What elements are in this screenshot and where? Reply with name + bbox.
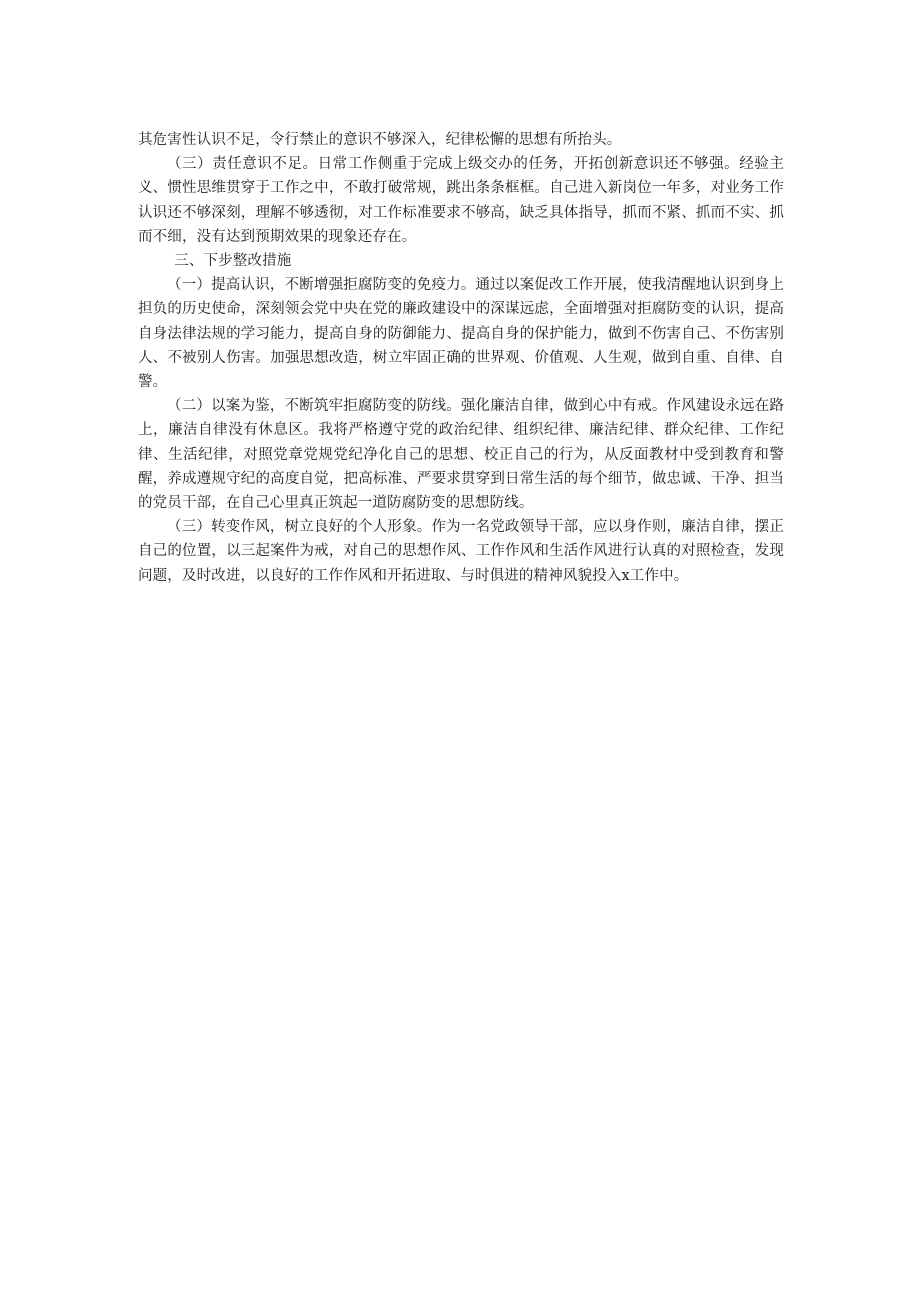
paragraph-raise-awareness: （一）提高认识，不断增强拒腐防变的免疫力。通过以案促改工作开展，使我清醒地认识到身上担负的历史使命，深刻领会党中央在党的廉政建设中的深谋远虑，全面增强对拒腐防变的认识，提高自身法律法规的学习能力，提高自身的防御能力、提高自身的保护能力，做到不伤害自己、不伤害别人、不被别人伤害。加强思想改造，树立牢固正确的世界观、价值观、人生观，做到自重、自律、自警。 [138, 277, 784, 391]
paragraph-change-work-style: （三）转变作风，树立良好的个人形象。作为一名党政领导干部，应以身作则，廉洁自律，摆正自己的位置，以三起案件为戒，对自己的思想作风、工作作风和生活作风进行认真的对照检查，发现问题，及时改进，以良好的工作作风和开拓进取、与时俱进的精神风貌投入x工作中。 [138, 519, 784, 584]
paragraph-responsibility-awareness: （三）责任意识不足。日常工作侧重于完成上级交办的任务，开拓创新意识还不够强。经验主义、惯性思维贯穿于工作之中，不敢打破常规，跳出条条框框。自己进入新岗位一年多，对业务工作认识还不够深刻，理解不够透彻，对工作标准要求不够高，缺乏具体指导，抓而不紧、抓而不实、抓而不细，没有达到预期效果的现象还存在。 [138, 156, 784, 245]
paragraph-continuation: 其危害性认识不足，令行禁止的意识不够深入，纪律松懈的思想有所抬头。 [138, 132, 622, 148]
section-heading-rectification-measures: 三、下步整改措施 [174, 253, 292, 270]
document-body [138, 128, 784, 588]
paragraph-learn-from-cases: （二）以案为鉴，不断筑牢拒腐防变的防线。强化廉洁自律，做到心中有戒。作风建设永远在路上，廉洁自律没有休息区。我将严格遵守党的政治纪律、组织纪律、廉洁纪律、群众纪律、工作纪律、生活纪律，对照党章党规党纪净化自己的思想、校正自己的行为，从反面教材中受到教育和警醒，养成遵规守纪的高度自觉，把高标准、严要求贯穿到日常生活的每个细节，做忠诚、干净、担当的党员干部，在自己心里真正筑起一道防腐防变的思想防线。 [138, 398, 784, 512]
